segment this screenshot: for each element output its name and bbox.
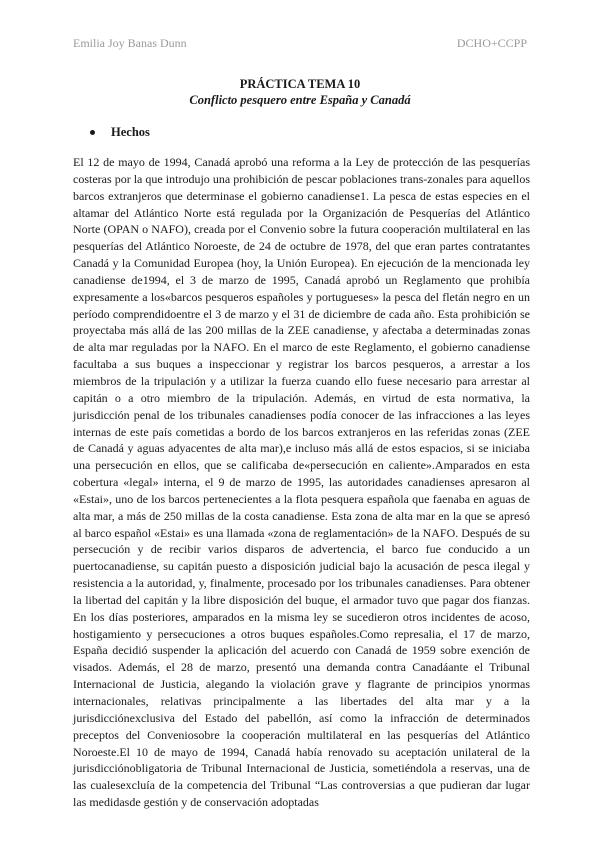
header-course: DCHO+CCPP [456,36,527,50]
header-author: Emilia Joy Banas Dunn [73,36,187,50]
document-title: PRÁCTICA TEMA 10 [239,77,361,91]
document-subtitle: Conflicto pesquero entre España y Canadá [189,93,411,107]
bullet-icon [90,130,95,135]
body-paragraph: El 12 de mayo de 1994, Canadá aprobó una reforma a la Ley de protección de las pesquerías costeras por la que introdujo una prohibición de pescar poblaciones trans-zonales para aquellos barcos extranjeros que determinase el gobierno canadiense1. La pesca de estas especies en el altamar del Atlántico Norte está regulada por la Organización de Pesquerías del Atlántico Norte (OPAN o NAFO), creada por el Convenio sobre la futura cooperación multilateral en las pesquerías del Atlántico Noroeste, de 24 de octubre de 1978, del que eran partes contratantes Canadá y la Comunidad Europea (hoy, la Unión Europea). En ejecución de la mencionada ley canadiense de1994, el 3 de marzo de 1995, Canadá aprobó un Reglamento que prohibía expresamente a los«barcos pesqueros españoles y portugueses» la pesca del fletán negro en un período comprendidoentre el 3 de marzo y el 31 de diciembre de cada año. Esta prohibición se proyectaba más allá de las 200 millas de la ZEE canadiense, y afectaba a determinadas zonas de alta mar reguladas por la NAFO. En el marco de este Reglamento, el gobierno canadiense facultaba a sus buques a inspeccionar y registrar los barcos pesqueros, a arrestar a los miembros de la tripulación y a utilizar la fuerza cuando ello fuese necesario para arrestar al capitán o a otro miembro de la tripulación. Además, en virtud de esta normativa, la jurisdicción penal de los tribunales canadienses podía conocer de las infracciones a las leyes internas de este país cometidas a bordo de los barcos extranjeros en las referidas zonas (ZEE de Canadá y aguas adyacentes de alta mar),e incluso más allá de estos espacios, si se iniciaba una persecución en ellos, que se calificaba de«persecución en caliente».Amparados en esta cobertura «legal» interna, el 9 de marzo de 1995, las autoridades canadienses apresaron al «Estai», uno de los barcos pertenecientes a la flota pesquera española que faenaba en aguas de alta mar, a más de 250 millas de la costa canadiense. Esta zona de alta mar en la que se apresó al barco español «Estai» es una llamada «zona de reglamentación» de la NAFO. Después de su persecución y de recibir varios disparos de advertencia, el barco fue conducido a un puertocanadiense, su capitán puesto a disposición judicial bajo la acusación de pesca ilegal y resistencia a la autoridad, y, finalmente, procesado por los tribunales canadienses. Para obtener la libertad del capitán y la libre disposición del buque, el armador tuvo que pagar dos fianzas. En los días posteriores, amparados en la misma ley se sucedieron otros incidentes de acoso, hostigamiento y persecuciones a otros buques españoles.Como represalia, el 17 de marzo, España decidió suspender la aplicación del acuerdo con Canadá de 1959 sobre exención de visados. Además, el 28 de marzo, presentó una demanda contra Canadáante el Tribunal Internacional de Justicia, alegando la violación grave y flagrante de principios ynormas internacionales, relativas principalmente a las libertades del alta mar y a la jurisdicciónexclusiva del Estado del pabellón, así como la infracción de determinados preceptos del Conveniosobre la cooperación multilateral en las pesquerías del Atlántico Noroeste.El 10 de mayo de 1994, Canadá había renovado su aceptación unilateral de la jurisdicciónobligatoria de Tribunal Internacional de Justicia, sometiéndola a reservas, una de las cualesexcluía de la competencia del Tribunal “Las controversias a que pudieran dar lugar las medidasde gestión y de conservación adoptadas [73,155,530,810]
section-heading [90,124,150,140]
section-heading-label: Hechos [111,125,150,139]
